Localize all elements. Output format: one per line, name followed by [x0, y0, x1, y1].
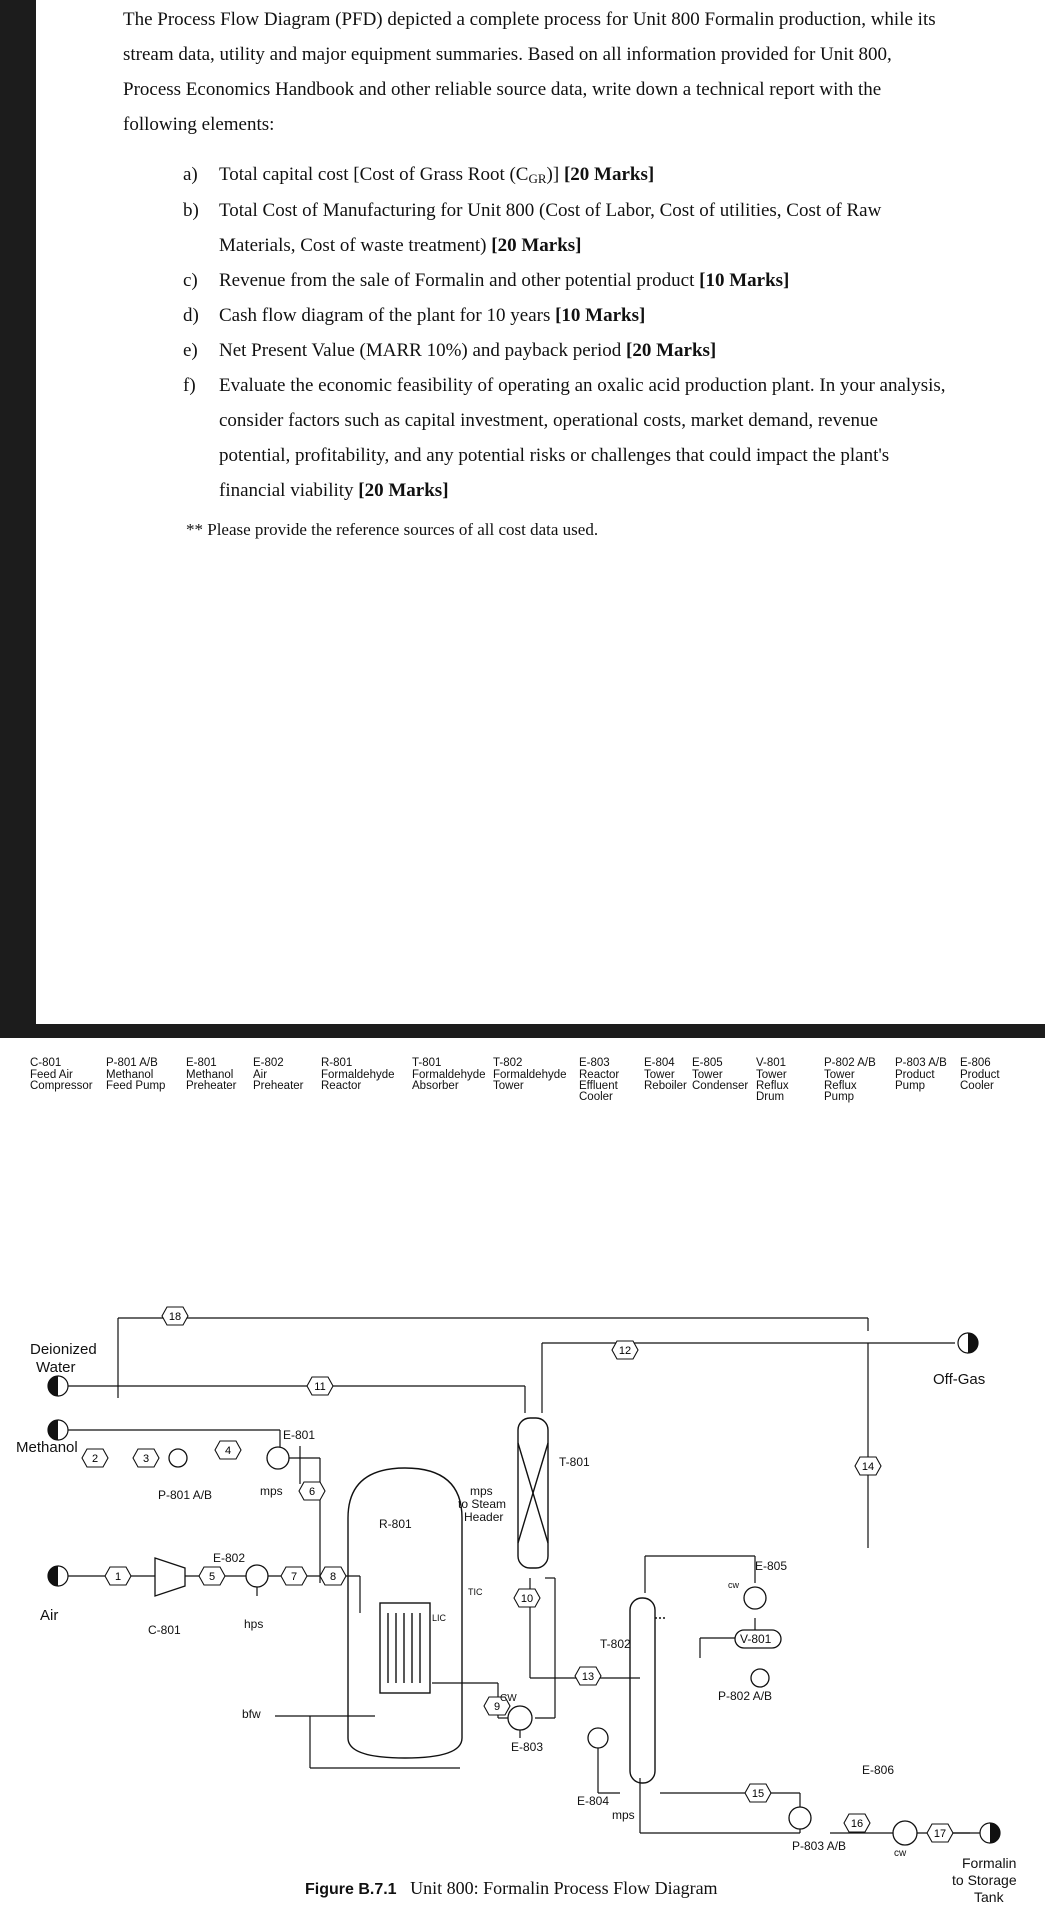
equipment-desc: Feed Air: [30, 1069, 73, 1081]
equipment-tag: E-804: [644, 1057, 675, 1069]
caption-figure-number: Figure B.7.1: [305, 1881, 397, 1898]
equipment-p-801-a-b: [106, 1057, 165, 1092]
stream-12: [612, 1341, 638, 1359]
equipment-desc: Compressor: [30, 1080, 93, 1092]
formalin-label-2: to Storage: [952, 1872, 1017, 1888]
equipment-tag: T-801: [412, 1057, 442, 1069]
equipment-desc: Formaldehyde: [412, 1069, 486, 1081]
formalin-label-1: Formalin: [962, 1855, 1017, 1871]
e802-label: E-802: [213, 1551, 246, 1565]
tower-t802: [630, 1598, 665, 1783]
feed-air-icon: [48, 1566, 58, 1586]
equipment-tag: E-801: [186, 1057, 217, 1069]
t801-label: T-801: [559, 1455, 590, 1469]
stream-number: 9: [493, 1701, 501, 1713]
equipment-desc: Tower: [644, 1069, 675, 1081]
e804-label: E-804: [577, 1794, 610, 1808]
v801-label: V-801: [740, 1632, 772, 1646]
steam-label-1: mps: [470, 1484, 493, 1498]
item-marks: [10 Marks]: [699, 270, 790, 291]
item-marks: [20 Marks]: [563, 164, 655, 185]
stream-number: 17: [933, 1828, 947, 1840]
pump-p801-icon: [169, 1449, 187, 1467]
stream-markers: [82, 1307, 953, 1842]
pump-p803-icon: [789, 1807, 811, 1829]
equipment-desc: Reflux: [824, 1080, 857, 1092]
equipment-desc: Cooler: [579, 1091, 613, 1103]
equipment-desc: Product: [960, 1069, 1000, 1081]
item-label: b): [183, 200, 199, 221]
page-divider: [0, 1024, 1045, 1038]
cw2-label: cw: [894, 1848, 907, 1859]
r801-label: R-801: [379, 1517, 412, 1531]
question-intro: [123, 2, 953, 142]
question-list: [183, 157, 953, 508]
e801-label: E-801: [283, 1428, 316, 1442]
caption-text: Unit 800: Formalin Process Flow Diagram: [410, 1878, 718, 1898]
bfw-label: bfw: [242, 1707, 261, 1721]
stream-16: [844, 1814, 870, 1832]
equipment-desc: Feed Pump: [106, 1080, 166, 1092]
formalin-label-3: Tank: [974, 1889, 1004, 1905]
question-item-d: [183, 298, 953, 333]
item-text: Evaluate the economic feasibility of operating an oxalic acid production plant. In your analysis, consider factors such as capital investment, operational costs, market demand, revenue potential, profitability, and any potential risks or challenges that could impact the plant's financial viability: [219, 375, 946, 501]
e806-label: E-806: [862, 1763, 895, 1777]
stream-number: 6: [308, 1486, 316, 1498]
equipment-desc: Tower: [692, 1069, 723, 1081]
stream-number: 2: [91, 1453, 99, 1465]
exchanger-e804-icon: [588, 1728, 608, 1748]
equipment-desc: Absorber: [412, 1080, 459, 1092]
figure-caption: [305, 1878, 718, 1899]
stream-number: 15: [751, 1788, 765, 1800]
equipment-desc: Air: [253, 1069, 268, 1081]
p803-label: P-803 A/B: [792, 1839, 847, 1853]
equipment-r-801: [321, 1057, 395, 1092]
steam-label-3: Header: [464, 1510, 504, 1524]
equipment-t-802: [493, 1057, 567, 1092]
equipment-desc: Tower: [824, 1069, 855, 1081]
mps2-label: mps: [612, 1808, 635, 1822]
question-page: [36, 0, 1045, 1024]
offgas-label: Off-Gas: [933, 1371, 986, 1388]
stream-number: 5: [208, 1571, 216, 1583]
equipment-tag: T-802: [493, 1057, 523, 1069]
equipment-desc: Pump: [824, 1091, 855, 1103]
equipment-desc: Reactor: [321, 1080, 362, 1092]
p802-label: P-802 A/B: [718, 1689, 773, 1703]
equipment-p-802-a-b: [824, 1057, 876, 1103]
equipment-desc: Preheater: [253, 1080, 304, 1092]
intro-text: The Process Flow Diagram (PFD) depicted a complete process for Unit 800 Formalin production, while its stream data, utility and major equipment summaries. Based on all information provided for Unit 800, Process Economics Handbook and other reliable source data, write down a technical report with the following elements:: [123, 9, 936, 135]
question-item-c: [183, 263, 953, 298]
equipment-e-801: [186, 1057, 237, 1092]
hps-label: hps: [244, 1617, 264, 1631]
exchanger-e806-icon: [893, 1821, 917, 1845]
steam-label-2: to Steam: [458, 1497, 507, 1511]
equipment-e-802: [253, 1057, 304, 1092]
equipment-tag: E-806: [960, 1057, 991, 1069]
stream-2: [82, 1449, 108, 1467]
equipment-desc: Cooler: [960, 1080, 994, 1092]
equipment-desc: Methanol: [186, 1069, 234, 1081]
item-label: e): [183, 340, 198, 361]
compressor-c801-icon: [155, 1558, 185, 1596]
feed-water-icon: [48, 1376, 58, 1396]
exchanger-e801-icon: [267, 1447, 289, 1469]
stream-number: 13: [581, 1671, 595, 1683]
question-item-a: [183, 157, 953, 193]
equipment-tag: C-801: [30, 1057, 62, 1069]
equipment-desc: Formaldehyde: [493, 1069, 567, 1081]
exchanger-e803-icon: [508, 1706, 532, 1730]
item-text: Cash flow diagram of the plant for 10 years: [219, 305, 551, 326]
equipment-v-801: [756, 1057, 789, 1103]
equipment-e-806: [960, 1057, 1000, 1092]
stream-17: [927, 1824, 953, 1842]
item-label: c): [183, 270, 198, 291]
equipment-tag: V-801: [756, 1057, 787, 1069]
item-text: Revenue from the sale of Formalin and other potential product: [219, 270, 695, 291]
stream-6: [299, 1482, 325, 1500]
t802-label: T-802: [600, 1637, 631, 1651]
equipment-desc: Drum: [756, 1091, 785, 1103]
item-label: d): [183, 305, 199, 326]
item-text-end: )]: [546, 164, 560, 185]
stream-number: 16: [850, 1818, 864, 1830]
equipment-header: [30, 1057, 1000, 1103]
equipment-desc: Tower: [493, 1080, 524, 1092]
equipment-t-801: [412, 1057, 486, 1092]
equipment-tag: P-802 A/B: [824, 1057, 876, 1069]
equipment-desc: Formaldehyde: [321, 1069, 395, 1081]
item-marks: [20 Marks]: [491, 235, 582, 256]
e803-label: E-803: [511, 1740, 544, 1754]
equipment-desc: Reboiler: [644, 1080, 687, 1092]
item-label: f): [183, 375, 196, 396]
c801-label: C-801: [148, 1623, 181, 1637]
stream-number: 8: [329, 1571, 337, 1583]
equipment-tag: P-803 A/B: [895, 1057, 947, 1069]
stream-8: [320, 1567, 346, 1585]
equipment-c-801: [30, 1057, 93, 1092]
process-flow-diagram: [0, 1038, 1045, 1907]
stream-7: [281, 1567, 307, 1585]
stream-11: [307, 1377, 333, 1395]
stream-1: [105, 1567, 131, 1585]
stream-3: [133, 1449, 159, 1467]
stream-number: 1: [114, 1571, 122, 1583]
offgas-icon: [968, 1333, 978, 1353]
cw-label: CW: [500, 1693, 517, 1704]
item-marks: [20 Marks]: [358, 480, 449, 501]
equipment-desc: Methanol: [106, 1069, 154, 1081]
question-item-b: [183, 193, 953, 263]
feed-water-label-2: Water: [36, 1359, 76, 1376]
item-text: Net Present Value (MARR 10%) and payback period: [219, 340, 622, 361]
equipment-e-803: [579, 1057, 619, 1103]
equipment-tag: R-801: [321, 1057, 353, 1069]
equipment-desc: Condenser: [692, 1080, 749, 1092]
reference-note: ** Please provide the reference sources of all cost data used.: [186, 520, 599, 539]
lic-label: LIC: [432, 1613, 447, 1623]
stream-number: 4: [224, 1445, 232, 1457]
equipment-e-804: [644, 1057, 687, 1092]
stream-14: [855, 1457, 881, 1475]
stream-number: 7: [290, 1571, 298, 1583]
stream-10: [514, 1589, 540, 1607]
stream-number: 10: [520, 1593, 534, 1605]
formalin-icon: [990, 1823, 1000, 1843]
item-text: Total Cost of Manufacturing for Unit 800 (Cost of Labor, Cost of utilities, Cost of Raw Materials, Cost of waste treatment): [219, 200, 882, 256]
stream-number: 3: [142, 1453, 150, 1465]
stream-18: [162, 1307, 188, 1325]
equipment-p-803-a-b: [895, 1057, 947, 1092]
item-text: Total capital cost [Cost of Grass Root (C: [219, 164, 529, 185]
exchanger-e805-icon: [744, 1587, 766, 1609]
cw3-label: cw: [728, 1580, 739, 1590]
equipment-tag: E-803: [579, 1057, 610, 1069]
equipment-desc: Product: [895, 1069, 935, 1081]
absorber-t801: [518, 1418, 548, 1568]
equipment-e-805: [692, 1057, 748, 1092]
feed-water-label-1: Deionized: [30, 1341, 97, 1358]
feed-methanol-label: Methanol: [16, 1439, 78, 1456]
stream-4: [215, 1441, 241, 1459]
p801-label: P-801 A/B: [158, 1488, 213, 1502]
exchanger-e802-icon: [246, 1565, 268, 1587]
stream-number: 18: [168, 1311, 182, 1323]
equipment-tag: P-801 A/B: [106, 1057, 158, 1069]
equipment-desc: Reactor: [579, 1069, 620, 1081]
stream-number: 14: [861, 1461, 875, 1473]
equipment-desc: Preheater: [186, 1080, 237, 1092]
equipment-desc: Tower: [756, 1069, 787, 1081]
item-subscript: GR: [528, 171, 547, 186]
equipment-desc: Reflux: [756, 1080, 789, 1092]
question-item-f: [183, 368, 953, 508]
equipment-tag: E-805: [692, 1057, 723, 1069]
feed-air-label: Air: [40, 1607, 59, 1624]
equipment-desc: Pump: [895, 1080, 926, 1092]
e805-label: E-805: [755, 1559, 788, 1573]
item-marks: [20 Marks]: [626, 340, 717, 361]
stream-13: [575, 1667, 601, 1685]
feed-methanol-icon: [48, 1420, 58, 1440]
pump-p802-icon: [751, 1669, 769, 1687]
tic-label: TIC: [468, 1587, 483, 1597]
item-marks: [10 Marks]: [555, 305, 646, 326]
stream-5: [199, 1567, 225, 1585]
stream-number: 11: [314, 1381, 326, 1393]
stream-15: [745, 1784, 771, 1802]
item-label: a): [183, 164, 198, 185]
equipment-tag: E-802: [253, 1057, 284, 1069]
equipment-desc: Effluent: [579, 1080, 618, 1092]
mps-label: mps: [260, 1484, 283, 1498]
stream-number: 12: [618, 1345, 632, 1357]
question-item-e: [183, 333, 953, 368]
